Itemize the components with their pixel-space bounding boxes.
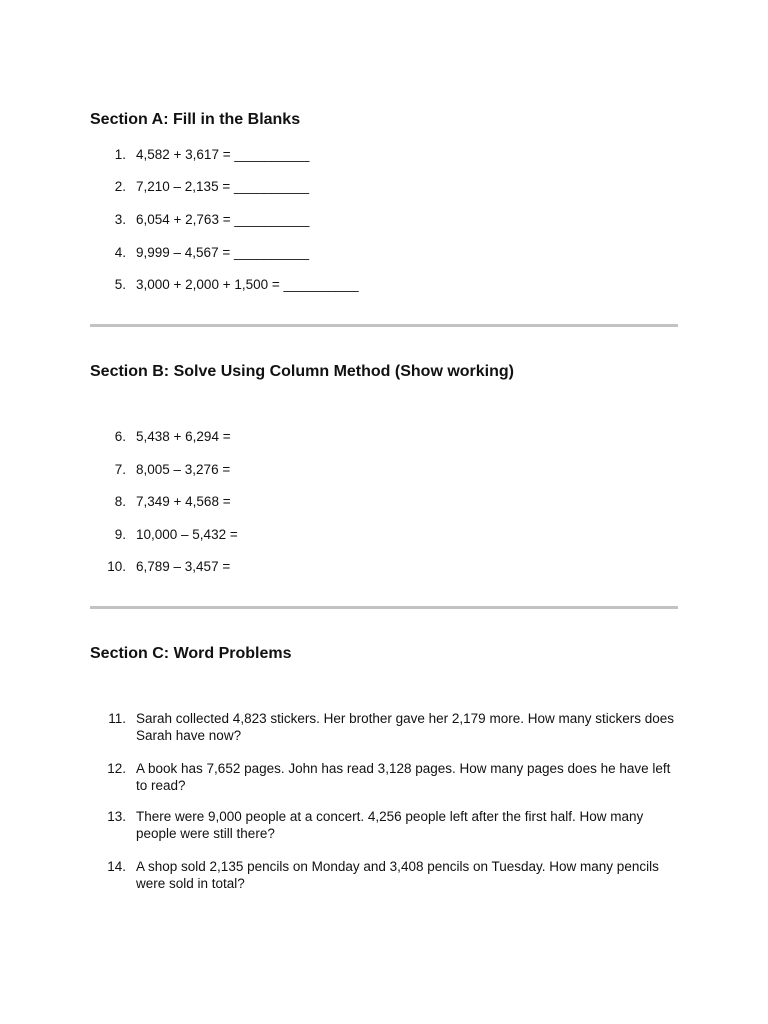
question-number: 4. (114, 245, 126, 260)
question-number: 5. (114, 277, 126, 292)
question-text: A book has 7,652 pages. John has read 3,128 pages. How many pages does he have left to read? (136, 761, 671, 793)
question-number: 13. (107, 809, 126, 824)
section-b-title: Section B: Solve Using Column Method (Show working) (90, 363, 514, 380)
section-c-title: Section C: Word Problems (90, 645, 292, 662)
question-number: 14. (107, 859, 126, 874)
question-text: A shop sold 2,135 pencils on Monday and 3,408 pencils on Tuesday. How many pencils were sold in total? (136, 859, 659, 891)
question-text: 8,005 – 3,276 = (136, 462, 231, 477)
question-number: 1. (114, 147, 126, 162)
question-text: Sarah collected 4,823 stickers. Her brother gave her 2,179 more. How many stickers does Sarah have now? (136, 711, 675, 743)
section-divider (90, 324, 678, 327)
question-text: 7,210 – 2,135 = __________ (136, 179, 310, 194)
question-number: 3. (114, 212, 126, 227)
question-number: 2. (114, 179, 126, 194)
question-number: 6. (114, 429, 126, 444)
question-text: 6,054 + 2,763 = __________ (136, 212, 310, 227)
question-text: 10,000 – 5,432 = (136, 527, 238, 542)
question-text: 5,438 + 6,294 = (136, 429, 231, 444)
section-a-title: Section A: Fill in the Blanks (90, 111, 301, 128)
question-number: 10. (107, 559, 126, 574)
question-text: 3,000 + 2,000 + 1,500 = __________ (136, 277, 359, 292)
question-number: 11. (108, 711, 126, 726)
question-number: 7. (114, 462, 126, 477)
question-number: 12. (107, 761, 126, 776)
question-text: There were 9,000 people at a concert. 4,256 people left after the first half. How many people were still there? (136, 809, 644, 841)
question-number: 8. (114, 494, 126, 509)
question-text: 9,999 – 4,567 = __________ (136, 245, 310, 260)
question-text: 7,349 + 4,568 = (136, 494, 231, 509)
section-divider (90, 606, 678, 609)
question-text: 6,789 – 3,457 = (136, 559, 231, 574)
question-text: 4,582 + 3,617 = __________ (136, 147, 310, 162)
question-number: 9. (114, 527, 126, 542)
